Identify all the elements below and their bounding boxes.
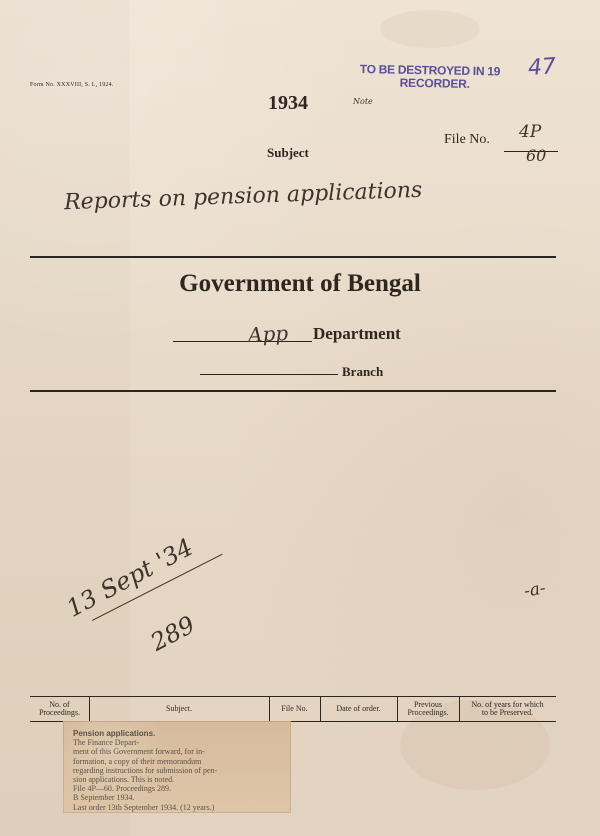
note-mark: Note xyxy=(353,97,373,106)
government-title: Government of Bengal xyxy=(179,270,421,297)
destroy-stamp xyxy=(360,62,501,91)
clipping-line-4: regarding instructions for submission of pen- xyxy=(73,765,218,775)
bottom-divider xyxy=(30,390,556,392)
file-number-top: 4P xyxy=(519,122,542,142)
pasted-clipping xyxy=(63,721,291,813)
stamp-line-2: RECORDER. xyxy=(399,75,470,91)
clipping-line-6: File 4P—60. Proceedings 289. xyxy=(73,784,171,794)
clipping-title: Pension applications. xyxy=(73,729,156,738)
stamp-year: 47 xyxy=(527,54,557,81)
form-number: Form No. XXXVIII, S. I., 1924. xyxy=(30,82,114,88)
table-header-proceedings: No. of Proceedings. xyxy=(30,697,90,721)
department-handwriting: App xyxy=(247,320,289,348)
table-header-file-no: File No. xyxy=(269,697,321,721)
table-header-years-preserved: No. of years for which to be Preserved. xyxy=(471,699,544,717)
clipping-line-3: formation, a copy of their memorandum xyxy=(73,756,202,766)
clipping-line-5: sion applications. This is noted. xyxy=(73,774,175,784)
paper-stain xyxy=(380,10,480,48)
file-number-label: File No. xyxy=(444,132,490,147)
clipping-line-1: The Finance Depart- xyxy=(73,738,140,748)
table-header-date-of-order: Date of order. xyxy=(320,697,398,721)
year-text: 1934 xyxy=(268,92,308,114)
table-header-subject: Subject. xyxy=(89,697,270,721)
handwritten-subject: Reports on pension applications xyxy=(63,177,423,216)
table-header-previous-proceedings: Previous Proceedings. xyxy=(397,697,460,721)
stamp-line-1: TO BE DESTROYED IN 19 xyxy=(359,62,501,79)
top-divider xyxy=(30,256,556,258)
clipping-line-7: B September 1934. xyxy=(73,793,135,803)
department-label: Department xyxy=(313,324,401,343)
side-mark: -a- xyxy=(522,578,548,602)
clipping-line-8: Last order 13th September 1934. (12 years.) xyxy=(73,802,215,812)
clipping-line-2: ment of this Government forward, for in- xyxy=(73,747,205,757)
file-number-bottom: 60 xyxy=(526,146,547,165)
clipping-body xyxy=(73,738,283,812)
department-line xyxy=(173,341,312,342)
date-note-line-2: 289 xyxy=(146,610,200,657)
branch-line xyxy=(200,374,338,375)
subject-label: Subject xyxy=(267,145,309,160)
proceedings-table xyxy=(30,696,556,722)
branch-label: Branch xyxy=(342,364,384,379)
date-note-line-1: 13 Sept '34 xyxy=(62,532,198,623)
